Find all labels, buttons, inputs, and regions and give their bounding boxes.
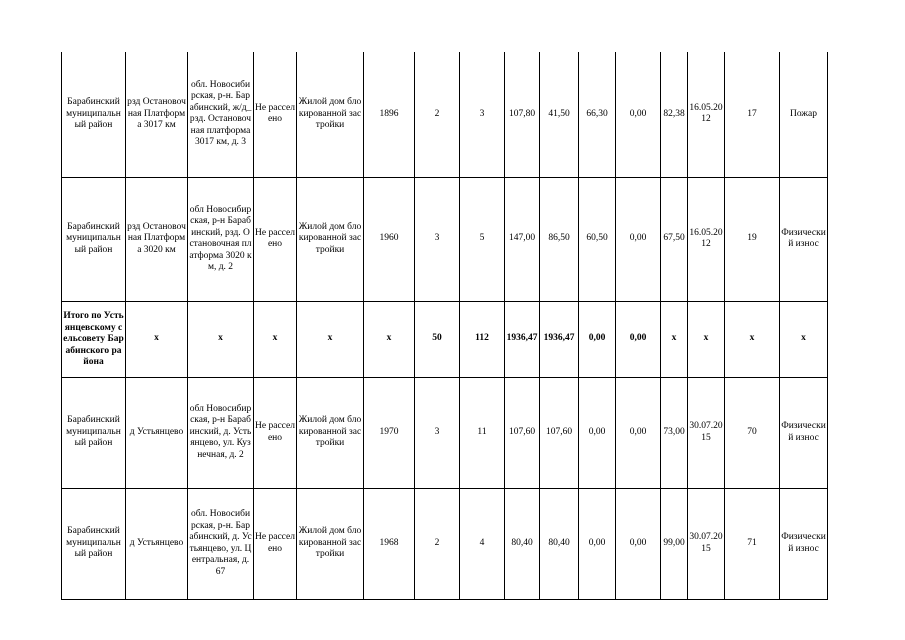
date-cell: 30.07.2015 — [688, 488, 725, 599]
table-row — [62, 377, 828, 488]
house-type-cell: Жилой дом блокированной застройки — [297, 377, 364, 488]
resettled-cell: Не расселено — [254, 488, 297, 599]
address-cell: обл Новосибирская, р-н Барабинский, д. Устьянцево, ул. Кузнечная, д. 2 — [188, 377, 254, 488]
value-cell: 2 — [415, 488, 460, 599]
year-cell: 1896 — [364, 52, 415, 177]
value-cell: 0,00 — [616, 52, 661, 177]
settlement-cell: д Устьянцево — [126, 377, 188, 488]
house-type-cell: Жилой дом блокированной застройки — [297, 52, 364, 177]
address-cell: обл Новосибирская, р-н Барабинский, рзд. Остановочная платформа 3020 км, д. 2 — [188, 177, 254, 301]
date-cell: 16.05.2012 — [688, 177, 725, 301]
total-value-cell: 1936,47 — [540, 301, 579, 377]
value-cell: 99,00 — [661, 488, 688, 599]
value-cell: 0,00 — [616, 177, 661, 301]
value-cell: 11 — [460, 377, 505, 488]
year-cell: 1968 — [364, 488, 415, 599]
x-cell: x — [297, 301, 364, 377]
x-cell: x — [661, 301, 688, 377]
house-type-cell: Жилой дом блокированной застройки — [297, 488, 364, 599]
value-cell: 0,00 — [616, 377, 661, 488]
x-cell: x — [126, 301, 188, 377]
value-cell: 107,60 — [540, 377, 579, 488]
total-value-cell: 112 — [460, 301, 505, 377]
value-cell: 0,00 — [579, 377, 616, 488]
district-cell: Барабинский муниципальный район — [62, 177, 126, 301]
value-cell: 147,00 — [505, 177, 540, 301]
x-cell: x — [688, 301, 725, 377]
value-cell: 4 — [460, 488, 505, 599]
value-cell: 107,60 — [505, 377, 540, 488]
date-cell: 16.05.2012 — [688, 52, 725, 177]
value-cell: 2 — [415, 52, 460, 177]
house-type-cell: Жилой дом блокированной застройки — [297, 177, 364, 301]
reason-cell: Физический износ — [780, 377, 828, 488]
year-cell: 1960 — [364, 177, 415, 301]
value-cell: 0,00 — [579, 488, 616, 599]
settlement-cell: д Устьянцево — [126, 488, 188, 599]
address-cell: обл. Новосибирская, р-н. Барабинский, ж/д_рзд. Остановочная платформа 3017 км, д. 3 — [188, 52, 254, 177]
value-cell: 3 — [415, 177, 460, 301]
value-cell: 67,50 — [661, 177, 688, 301]
total-value-cell: 50 — [415, 301, 460, 377]
table-row — [62, 177, 828, 301]
district-cell: Барабинский муниципальный район — [62, 488, 126, 599]
value-cell: 0,00 — [616, 488, 661, 599]
value-cell: 107,80 — [505, 52, 540, 177]
x-cell: x — [254, 301, 297, 377]
value-cell: 5 — [460, 177, 505, 301]
total-value-cell: 0,00 — [616, 301, 661, 377]
number-cell: 70 — [725, 377, 780, 488]
total-row — [62, 301, 828, 377]
date-cell: 30.07.2015 — [688, 377, 725, 488]
resettled-cell: Не расселено — [254, 52, 297, 177]
value-cell: 86,50 — [540, 177, 579, 301]
resettled-cell: Не расселено — [254, 377, 297, 488]
value-cell: 66,30 — [579, 52, 616, 177]
value-cell: 80,40 — [505, 488, 540, 599]
value-cell: 82,38 — [661, 52, 688, 177]
address-cell: обл. Новосибирская, р-н. Барабинский, д. Устьянцево, ул. Центральная, д. 67 — [188, 488, 254, 599]
x-cell: x — [364, 301, 415, 377]
total-value-cell: 1936,47 — [505, 301, 540, 377]
x-cell: x — [725, 301, 780, 377]
table-row — [62, 52, 828, 177]
reason-cell: Физический износ — [780, 177, 828, 301]
number-cell: 71 — [725, 488, 780, 599]
settlement-cell: рзд Остановочная Платформа 3017 км — [126, 52, 188, 177]
value-cell: 3 — [460, 52, 505, 177]
value-cell: 80,40 — [540, 488, 579, 599]
settlement-cell: рзд Остановочная Платформа 3020 км — [126, 177, 188, 301]
total-label-cell: Итого по Устьянцевскому сельсовету Барабинского района — [62, 301, 126, 377]
district-cell: Барабинский муниципальный район — [62, 52, 126, 177]
number-cell: 17 — [725, 52, 780, 177]
district-cell: Барабинский муниципальный район — [62, 377, 126, 488]
x-cell: x — [780, 301, 828, 377]
value-cell: 41,50 — [540, 52, 579, 177]
table-row — [62, 488, 828, 599]
x-cell: x — [188, 301, 254, 377]
housing-registry-table — [61, 52, 828, 600]
value-cell: 60,50 — [579, 177, 616, 301]
reason-cell: Пожар — [780, 52, 828, 177]
value-cell: 73,00 — [661, 377, 688, 488]
total-value-cell: 0,00 — [579, 301, 616, 377]
number-cell: 19 — [725, 177, 780, 301]
resettled-cell: Не расселено — [254, 177, 297, 301]
reason-cell: Физический износ — [780, 488, 828, 599]
value-cell: 3 — [415, 377, 460, 488]
year-cell: 1970 — [364, 377, 415, 488]
